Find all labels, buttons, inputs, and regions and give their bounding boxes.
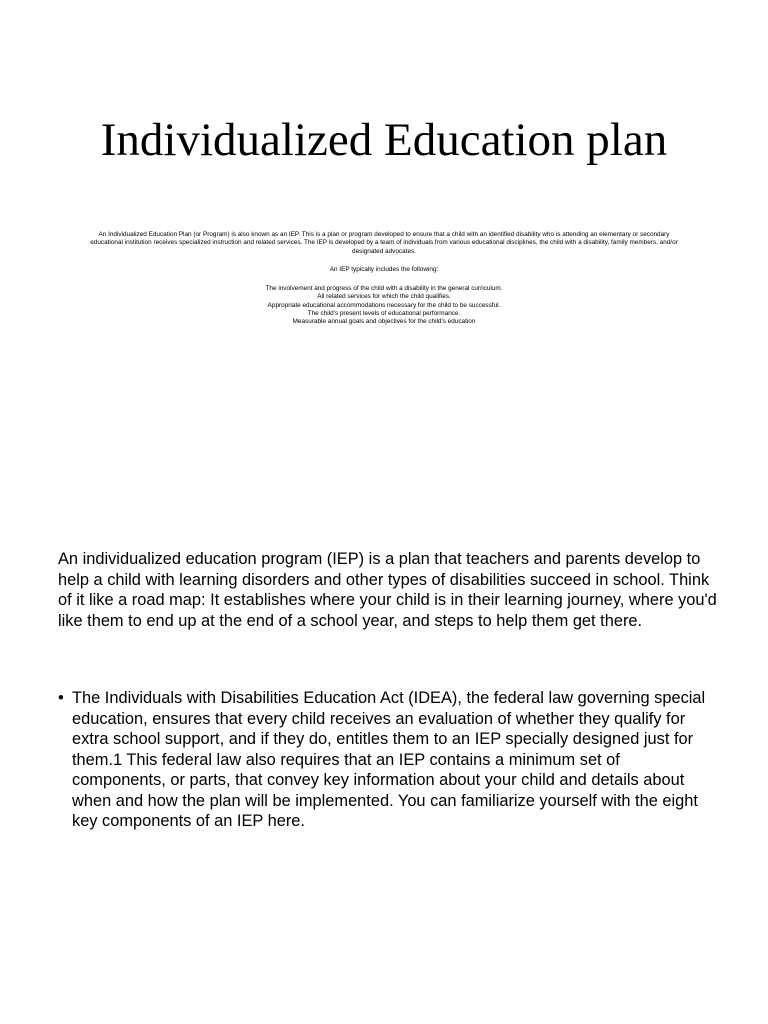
includes-heading-text: An IEP typically includes the following:	[329, 266, 439, 273]
bullet-text: The Individuals with Disabilities Education Act (IDEA), the federal law governing special education, ensures that every child receives an evaluation of whether they qualify for extra school support, and if they do, entitles them to an IEP specially designed just for them.1 This federal law also requires that an IEP contains a minimum set of components, or parts, that convey key information about your child and details about when and how the plan will be implemented. You can familiarize yourself with the eight key components of an IEP here.	[72, 689, 706, 830]
intro-paragraph	[90, 231, 678, 256]
page-title: Individualized Education plan	[100, 114, 668, 166]
list-item: The involvement and progress of the child with a disability in the general curriculum.	[265, 285, 503, 292]
includes-list	[90, 285, 678, 326]
bullet-mark: •	[58, 689, 64, 707]
bullet-item	[58, 688, 718, 832]
list-item: All related services for which the child qualifies.	[317, 293, 451, 301]
intro-text: An Individualized Education Plan (or Program) is also known as an IEP. This is a plan or program developed to ensure that a child with an identified disability who is attending an elementary or secondary educational institution receives specialized instruction and related services. The IEP is developed by a team of individuals from various educational disciplines, the child with a disability, family members, and/or designated advocates.	[90, 231, 678, 255]
list-item: The child's present levels of educational performance.	[307, 309, 461, 317]
body-paragraph: An individualized education program (IEP) is a plan that teachers and parents develop to help a child with learning disorders and other types of disabilities succeed in school. Think of it like a road map: It establishes where your child is in their learning journey, where you'd like them to end up at the end of a school year, and steps to help them get there.	[58, 550, 717, 630]
includes-heading	[90, 266, 678, 274]
list-item: Measurable annual goals and objectives for the child's education	[292, 318, 476, 326]
list-item: Appropriate educational accommodations necessary for the child to be successful.	[267, 301, 501, 309]
